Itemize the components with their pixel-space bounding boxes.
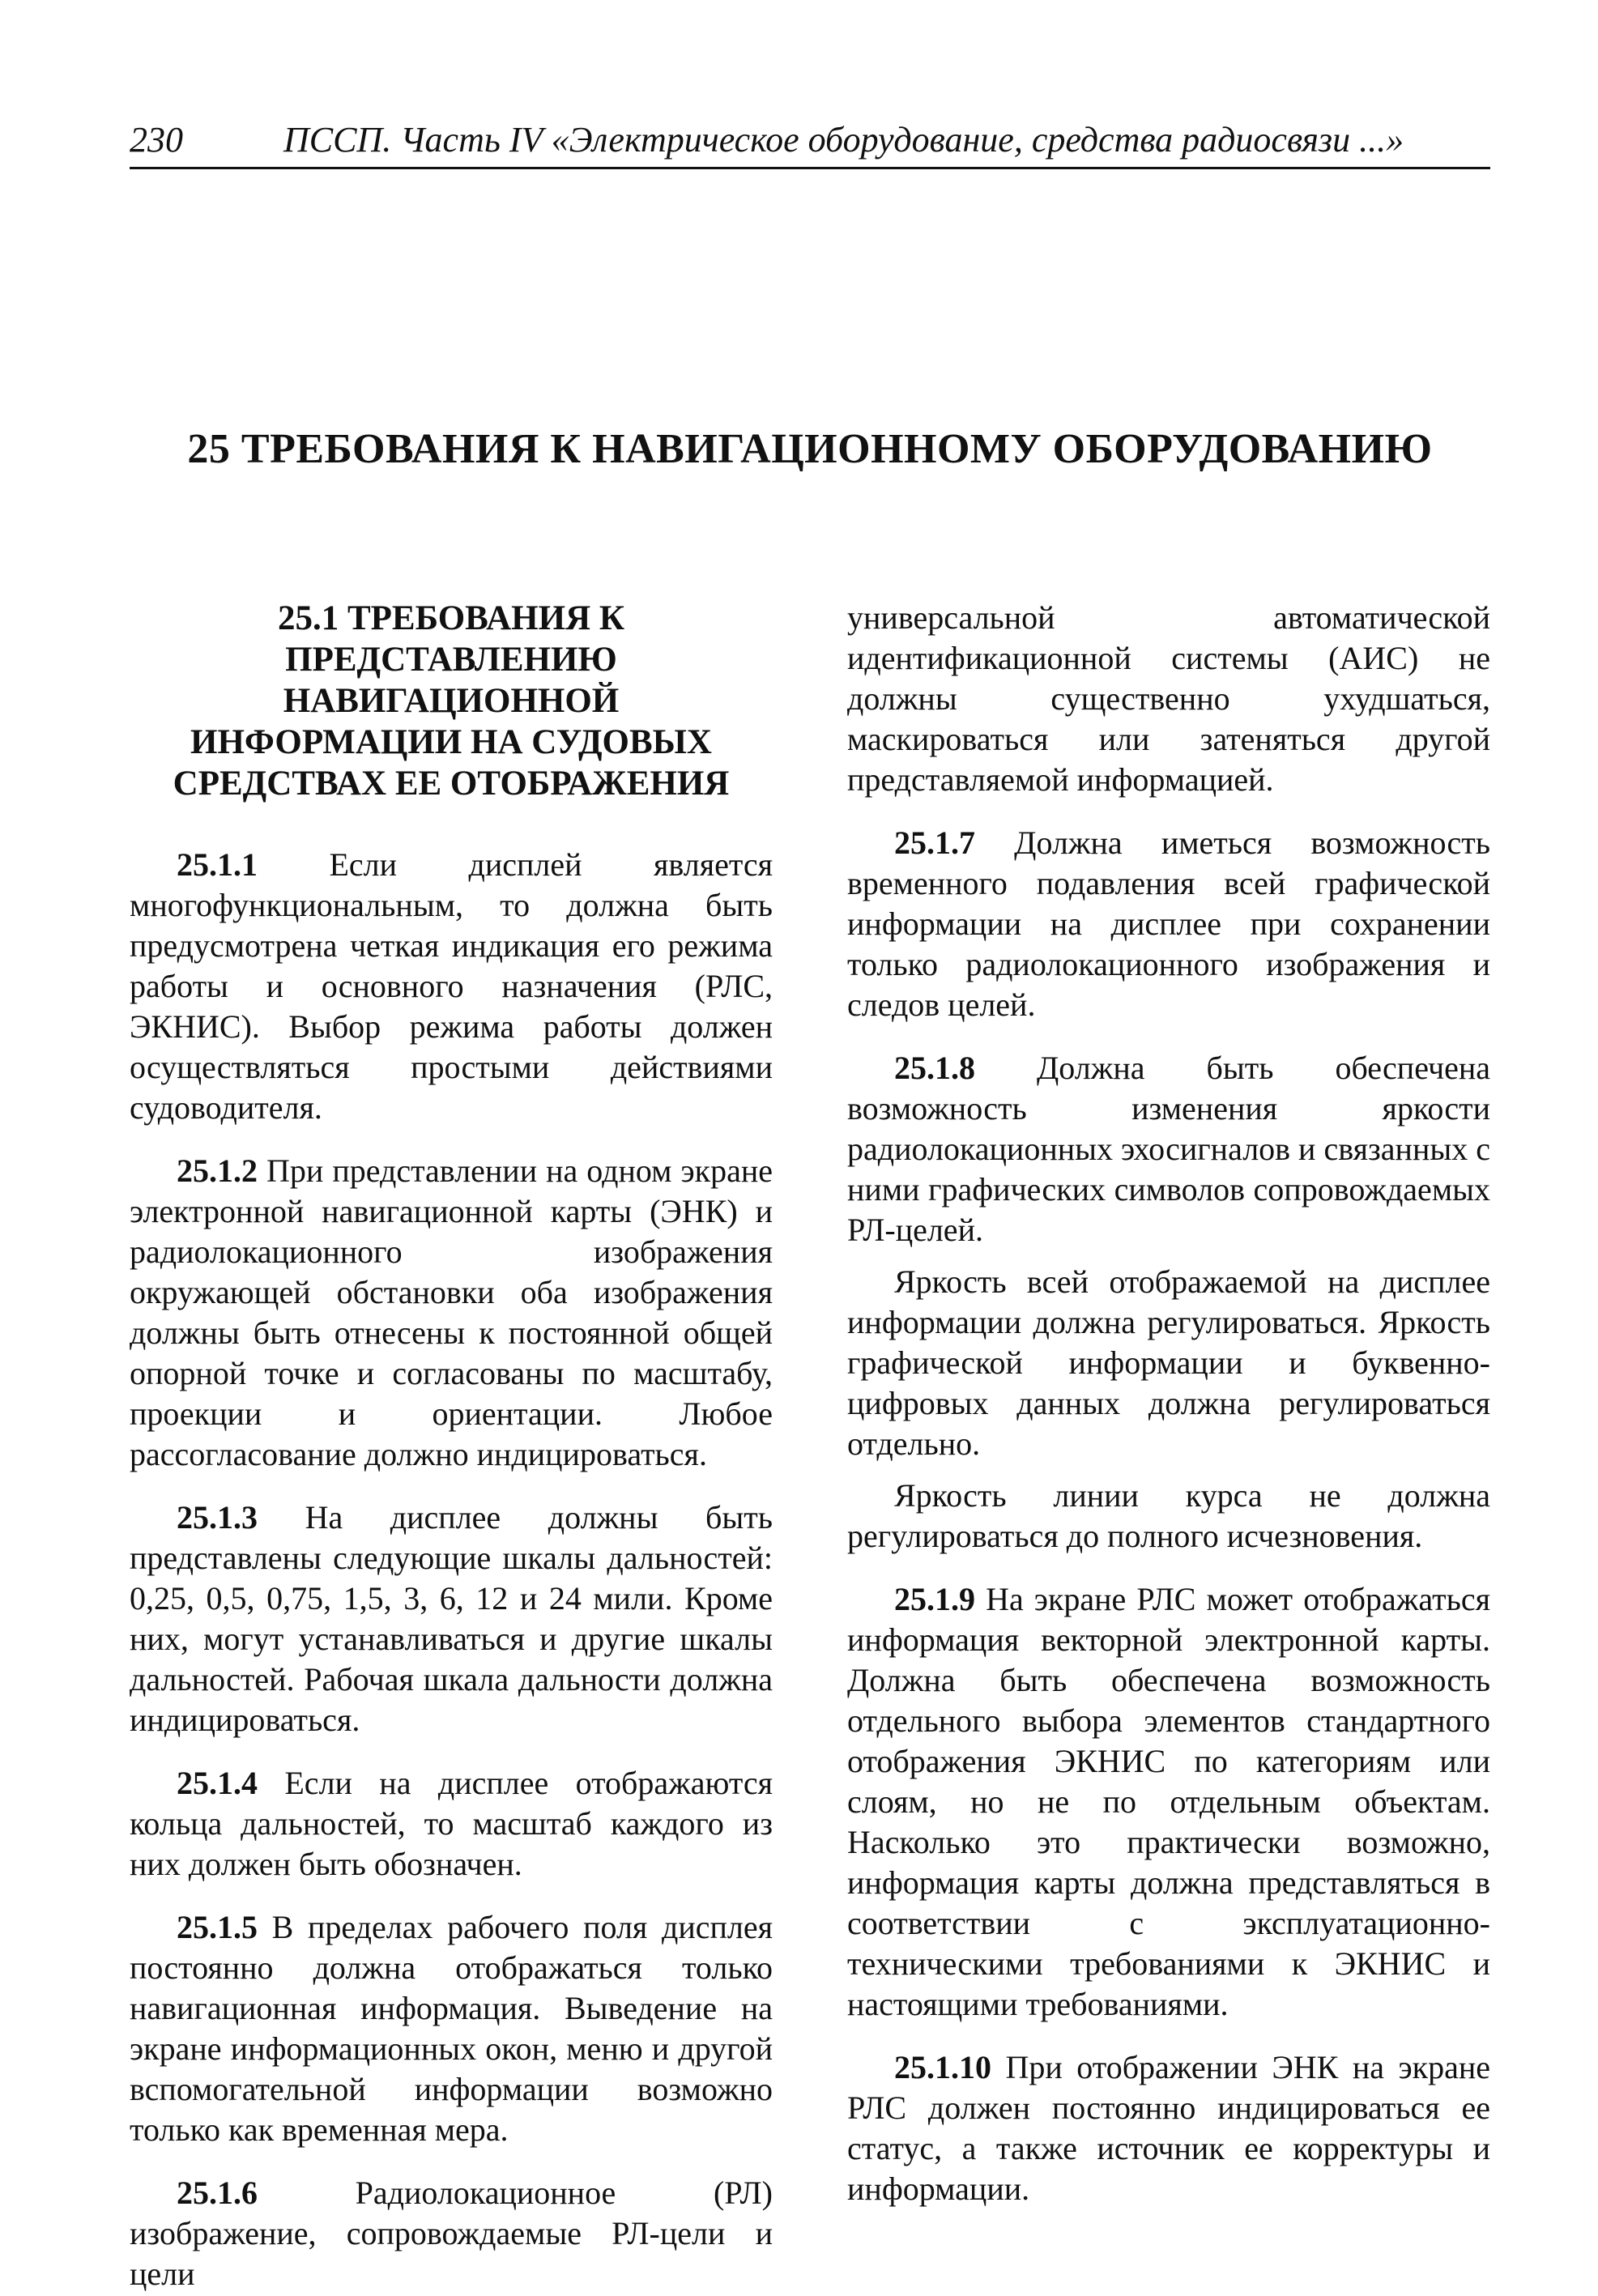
page-header — [130, 113, 1490, 169]
section-heading — [130, 598, 773, 804]
clause-text: Если дисплей является многофункциональным, то должна быть предусмотрена четкая индикация его режима работы и основного назначения (РЛС, ЭКНИС). Выбор режима работы должен осуществляться простыми действиями судоводителя. — [130, 846, 773, 1126]
clause-25-1-10 — [847, 2047, 1490, 2209]
clause-text: На экране РЛС может отображаться информация векторной электронной карты. Должна быть обеспечена возможность отдельного выбора элементов стандартного отображения ЭКНИС по категориям или слоям, но не по отдельным объектам. Насколько это практически возможно, информация карты должна представляться в соответствии с эксплуатационно-техническими требованиями к ЭКНИС и настоящими требованиями. — [847, 1581, 1491, 2022]
clause-25-1-9 — [847, 1579, 1490, 2025]
clause-text: В пределах рабочего поля дисплея постоянно должна отображаться только навигационная информация. Выведение на экране информационных окон, меню и другой вспомогательной информации возможно только как временная мера. — [130, 1909, 773, 2148]
clause-25-1-2 — [130, 1151, 773, 1475]
clause-number: 25.1.4 — [177, 1765, 258, 1801]
clause-25-1-8-paragraph: Яркость линии курса не должна регулироваться до полного исчезновения. — [847, 1477, 1490, 1554]
clause-25-1-3 — [130, 1497, 773, 1740]
section-heading-line: СРЕДСТВАХ ЕЕ ОТОБРАЖЕНИЯ — [173, 765, 730, 803]
clause-text: Если на дисплее отображаются кольца дальностей, то масштаб каждого из них должен быть обозначен. — [130, 1765, 773, 1882]
clause-number: 25.1.9 — [894, 1581, 975, 1617]
clause-text: На дисплее должны быть представлены следующие шкалы дальностей: 0,25, 0,5, 0,75, 1,5, 3, 6, 12 и 24 мили. Кроме них, могут устанавливаться и другие шкалы дальностей. Рабочая шкала дальности должна индицироваться. — [130, 1499, 773, 1738]
page-number: 230 — [130, 120, 183, 160]
left-column — [130, 598, 773, 2294]
clause-number: 25.1.2 — [177, 1152, 258, 1189]
clause-text: Должна быть обеспечена возможность изменения яркости радиолокационных эхосигналов и связанных с ними графических символов сопровождаемых РЛ-целей. — [847, 1050, 1490, 1248]
clause-25-1-8 — [847, 1048, 1490, 1250]
two-column-body — [130, 598, 1490, 2294]
section-heading-line: ИНФОРМАЦИИ НА СУДОВЫХ — [190, 723, 712, 761]
clause-number: 25.1.8 — [894, 1050, 975, 1086]
clause-25-1-8-paragraph: Яркость всей отображаемой на дисплее информации должна регулироваться. Яркость графической информации и буквенно-цифровых данных должна регулироваться отдельно. — [847, 1263, 1490, 1462]
section-heading-line: 25.1 ТРЕБОВАНИЯ К — [277, 599, 625, 637]
chapter-title: 25 ТРЕБОВАНИЯ К НАВИГАЦИОННОМУ ОБОРУДОВАНИЮ — [187, 426, 1433, 472]
right-column — [847, 598, 1490, 2294]
clause-25-1-4 — [130, 1763, 773, 1885]
clause-25-1-6-continued: универсальной автоматической идентификационной системы (АИС) не должны существенно ухудшаться, маскироваться или затеняться другой представляемой информацией. — [847, 599, 1490, 798]
clause-25-1-1 — [130, 845, 773, 1128]
clause-number: 25.1.7 — [894, 824, 975, 861]
clause-number: 25.1.3 — [177, 1499, 258, 1536]
clause-text: При представлении на одном экране электронной навигационной карты (ЭНК) и радиолокационного изображения окружающей обстановки оба изображения должны быть отнесены к постоянной общей опорной точке и согласованы по масштабу, проекции и ориентации. Любое рассогласование должно индицироваться. — [130, 1152, 773, 1472]
clause-number: 25.1.1 — [177, 846, 258, 883]
clause-text: При отображении ЭНК на экране РЛС должен постоянно индицироваться ее статус, а также источник ее корректуры и информации. — [847, 2049, 1491, 2207]
clause-number: 25.1.10 — [894, 2049, 991, 2085]
section-heading-line: ПРЕДСТАВЛЕНИЮ НАВИГАЦИОННОЙ — [283, 641, 620, 720]
running-title: ПССП. Часть IV «Электрическое оборудование, средства радиосвязи ...» — [283, 120, 1404, 160]
clause-number: 25.1.5 — [177, 1909, 258, 1945]
clause-25-1-5 — [130, 1907, 773, 2150]
clause-number: 25.1.6 — [177, 2175, 258, 2211]
clause-text-part: изображение, сопровождаемые РЛ-цели и цели — [130, 2215, 773, 2292]
clause-25-1-7 — [847, 823, 1490, 1025]
clause-25-1-6: 25.1.6 Радиолокационное (РЛ) изображение, сопровождаемые РЛ-цели и цели — [130, 2175, 773, 2292]
clause-text: Должна иметься возможность временного подавления всей графической информации на дисплее при сохранении только радиолокационного изображения и следов целей. — [847, 824, 1491, 1023]
